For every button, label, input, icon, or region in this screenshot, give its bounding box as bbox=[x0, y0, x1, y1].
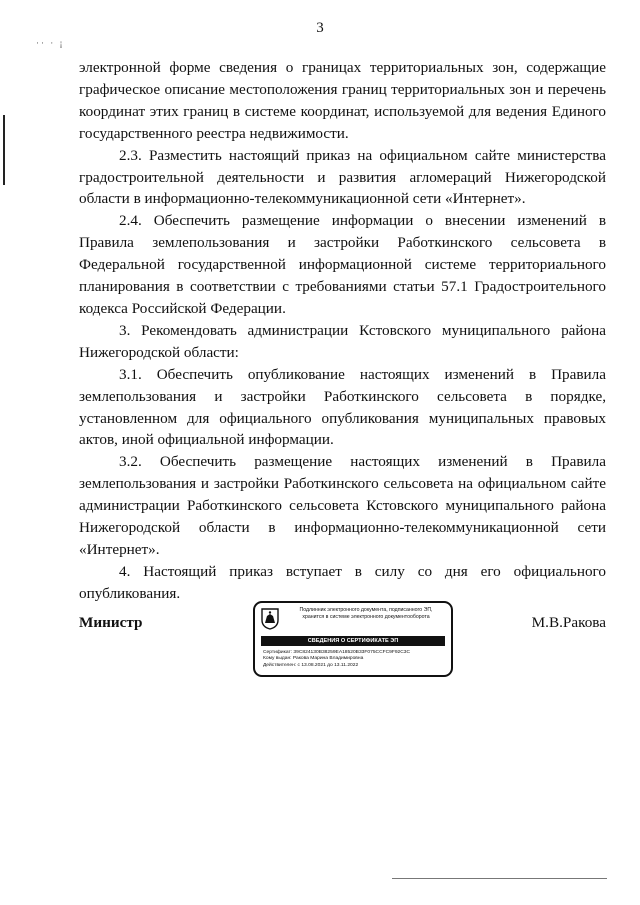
paragraph-3-2: 3.2. Обеспечить размещение настоящих изменений в Правила землепользования и застройки Работкинского сельсовета на официальном сайте администрации Работкинского сельсовета Кстовского муниципального района Нижегородской области в информационно-телекоммуникационной сети «Интернет». bbox=[79, 453, 606, 558]
certificate-number: Сертификат: 39C824130B38259EA18520B33F075CCFC9F92C3C bbox=[263, 650, 411, 655]
signature-block bbox=[79, 607, 606, 690]
paragraph-4: 4. Настоящий приказ вступает в силу со дня его официального опубликования. bbox=[79, 562, 606, 602]
paragraph-3: 3. Рекомендовать администрации Кстовского муниципального района Нижегородской области: bbox=[79, 321, 606, 361]
paragraph-2-4: 2.4. Обеспечить размещение информации о внесении изменений в Правила землепользования и застройки Работкинского сельсовета в Федеральной государственной информационной системе территориального планирования в соответствии с требованиями статьи 57.1 Градостроительного кодекса Российской Федерации. bbox=[79, 212, 606, 317]
paragraph-3-1: 3.1. Обеспечить опубликование настоящих изменений в Правила землепользования и застройки Работкинского сельсовета в порядке, установленном для официального опубликования муниципальных правовых актов, иной официальной информации. bbox=[79, 365, 606, 449]
electronic-signature-stamp bbox=[253, 601, 453, 677]
page-number: 3 bbox=[316, 20, 324, 36]
certificate-validity: Действителен: с 13.08.2021 до 13.11.2022 bbox=[263, 662, 359, 668]
scan-edge-mark bbox=[3, 115, 5, 185]
certificate-owner: Кому выдан: Ракова Марина Владимировна bbox=[263, 656, 364, 662]
signer-name: М.В.Ракова bbox=[531, 614, 606, 631]
stamp-header-line-2: хранится в системе электронного документооборота bbox=[302, 613, 430, 620]
stamp-details bbox=[263, 650, 410, 669]
document-body bbox=[79, 57, 606, 605]
stamp-title-bar: СВЕДЕНИЯ О СЕРТИФИКАТЕ ЭП bbox=[261, 636, 445, 646]
coat-of-arms-icon bbox=[261, 608, 279, 630]
paragraph-continuation: электронной форме сведения о границах территориальных зон, содержащие графическое описание местоположения границ территориальных зон и перечень координат этих границ в системе координат, используемой для ведения Единого государственного реестра недвижимости. bbox=[79, 59, 606, 142]
stamp-header-line-1: Подлинник электронного документа, подписанного ЭП, bbox=[299, 607, 433, 613]
signer-title: Министр bbox=[79, 614, 143, 631]
paragraph-2-3: 2.3. Разместить настоящий приказ на официальном сайте министерства градостроительной деятельности и развития агломераций Нижегородской области в информационно-телекоммуникационной сети «Интернет». bbox=[79, 146, 606, 208]
footer-divider bbox=[392, 878, 607, 879]
stamp-header bbox=[285, 607, 447, 620]
scan-marks: ·· · ¡ bbox=[36, 38, 65, 48]
